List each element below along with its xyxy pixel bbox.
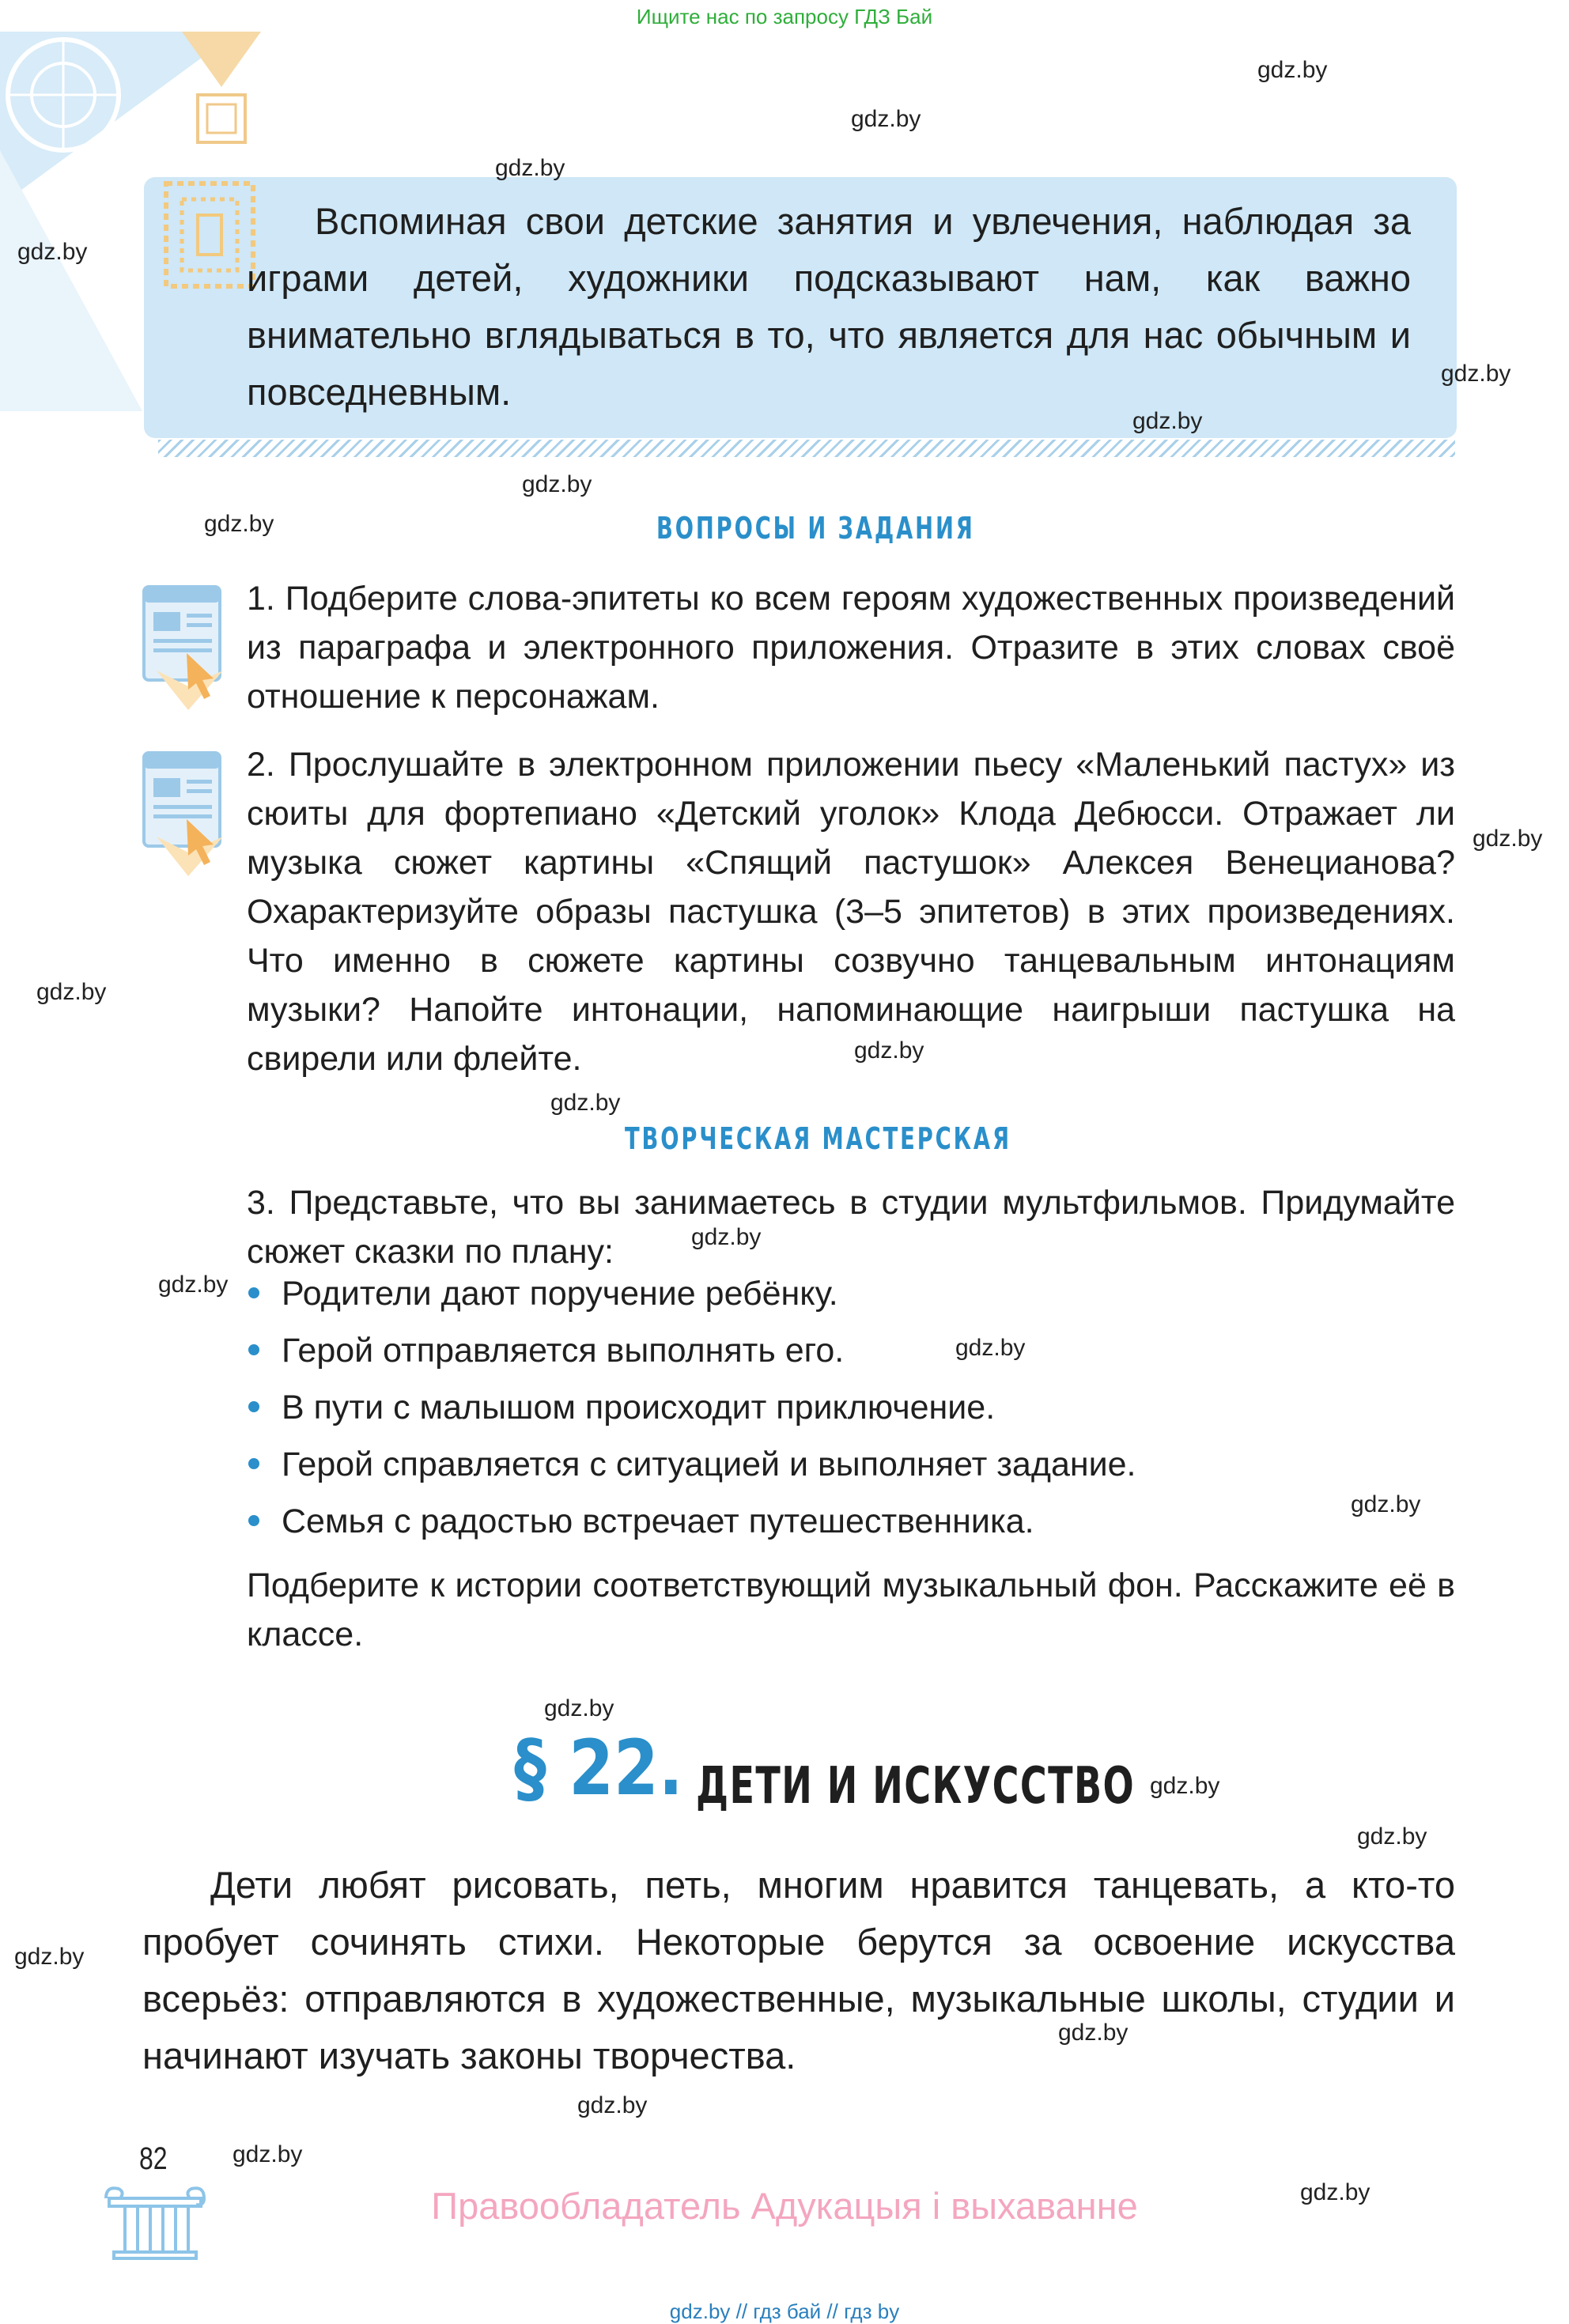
list-item: В пути с малышом происходит приключение. (247, 1379, 1433, 1436)
paragraph-title: ДЕТИ И ИСКУССТВО (696, 1757, 1136, 1816)
watermark: gdz.by (1441, 361, 1511, 387)
watermark: gdz.by (577, 2092, 648, 2118)
list-item: Герой справляется с ситуацией и выполняет задание. (247, 1436, 1433, 1493)
task-3-plan-list (247, 1265, 1433, 1550)
watermark: gdz.by (522, 471, 592, 497)
watermark: gdz.by (955, 1335, 1026, 1361)
watermark: gdz.by (36, 979, 107, 1005)
watermark: gdz.by (1058, 2020, 1129, 2046)
workshop-heading: ТВОРЧЕСКАЯ МАСТЕРСКАЯ (625, 1121, 1011, 1156)
callout-text: Вспоминая свои детские занятия и увлечения, наблюдая за играми детей, художники подсказывают нам, как важно внимательно вглядываться в то, что является для нас обычным и повседневным. (247, 200, 1411, 413)
watermark: gdz.by (1473, 826, 1543, 852)
top-banner[interactable]: Ищите нас по запросу ГДЗ Бай (636, 5, 933, 28)
questions-heading: ВОПРОСЫ И ЗАДАНИЯ (656, 511, 975, 546)
callout-hatch-border (158, 440, 1455, 457)
watermark: gdz.by (851, 106, 921, 132)
task-2: 2. Прослушайте в электронном приложении пьесу «Маленький пастух» из сюиты для фортепиано «Детский уголок» Клода Дебюсси. Отражает ли музыка сюжет картины «Спящий пастушок» Алексея Венецианова? Охарактеризуйте образы пастушка (3–5 эпитетов) в этих произведениях. Что именно в сюжете картины созвучно танцевальным интонациям музыки? Напойте интонации, напоминающие наигрыши пастушка на свирели или флейте. (247, 746, 1455, 1078)
watermark: gdz.by (17, 239, 88, 265)
watermark: gdz.by (158, 1272, 229, 1298)
watermark: gdz.by (14, 1944, 85, 1970)
watermark: gdz.by (550, 1090, 621, 1116)
electronic-app-icon (141, 584, 226, 718)
watermark: gdz.by (1257, 57, 1328, 83)
paragraph-text: Дети любят рисовать, петь, многим нравится танцевать, а кто-то пробует сочинять стихи. Некоторые берутся за освоение искусства всерьёз: отправляются в художественные, музыкальные школы, студии и начинают изучать законы творчества. (142, 1864, 1455, 2076)
watermark: gdz.by (233, 2141, 303, 2167)
list-item: Родители дают поручение ребёнку. (247, 1265, 1433, 1322)
watermark: gdz.by (1150, 1773, 1220, 1799)
watermark: gdz.by (1132, 408, 1203, 434)
watermark: gdz.by (1300, 2179, 1371, 2205)
task-1: 1. Подберите слова-эпитеты ко всем героям художественных произведений из параграфа и электронного приложения. Отразите в этих словах своё отношение к персонажам. (247, 580, 1455, 716)
page-number: 82 (139, 2141, 168, 2176)
watermark: gdz.by (854, 1037, 924, 1064)
watermark: gdz.by (204, 511, 274, 537)
list-item: Семья с радостью встречает путешественника. (247, 1493, 1433, 1550)
watermark: gdz.by (1357, 1823, 1427, 1850)
watermark: gdz.by (495, 155, 565, 181)
paragraph-number: § 22. (514, 1724, 683, 1812)
task-3-outro: Подберите к истории соответствующий музыкальный фон. Расскажите её в классе. (247, 1566, 1455, 1653)
watermark: gdz.by (544, 1695, 614, 1721)
list-item: Герой отправляется выполнять его. (247, 1322, 1433, 1379)
task-3-intro: 3. Представьте, что вы занимаетесь в студии мультфильмов. Придумайте сюжет сказки по плану: (247, 1184, 1455, 1271)
watermark: gdz.by (1351, 1491, 1421, 1517)
watermark: gdz.by (691, 1224, 762, 1250)
footer-links[interactable]: gdz.by // гдз бай // гдз by (669, 2299, 900, 2323)
copyright: Правообладатель Адукацыя і выхаванне (431, 2185, 1138, 2227)
electronic-app-icon (141, 750, 226, 884)
callout-pattern-icon (158, 176, 261, 294)
